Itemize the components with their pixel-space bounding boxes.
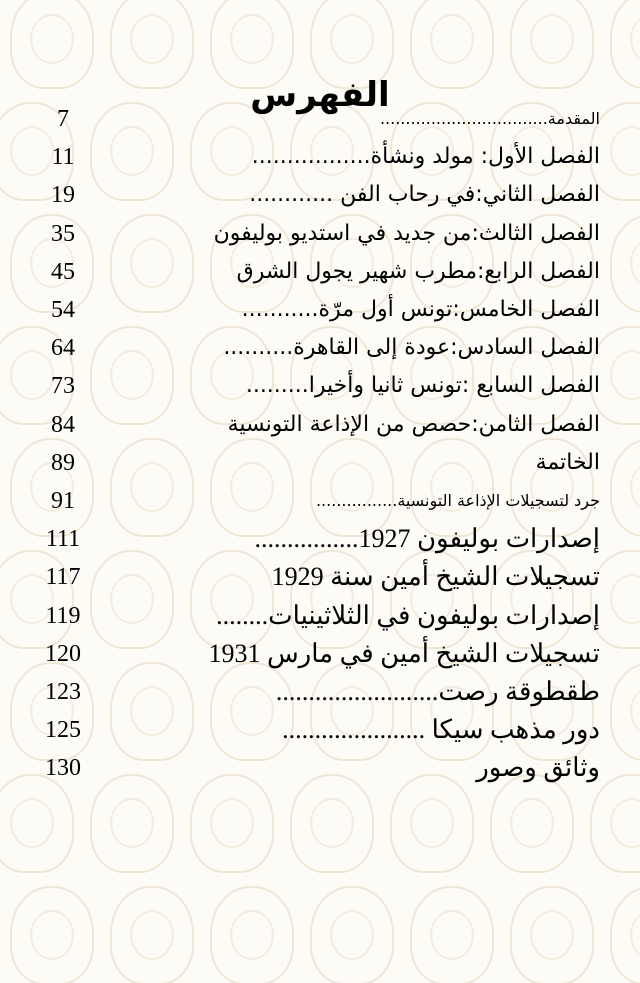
toc-row: [0, 177, 640, 213]
toc-entry-text: الفصل الرابع:مطرب شهير يجول الشرق: [236, 258, 600, 284]
toc-row: [0, 521, 640, 557]
toc-row: [0, 216, 640, 252]
watermark-tile: [310, 886, 394, 983]
watermark-tile: [610, 886, 640, 983]
toc-page-number: 120: [45, 640, 81, 667]
watermark-tile: [210, 886, 294, 983]
watermark-tile: [90, 774, 174, 873]
toc-row: [0, 407, 640, 443]
toc-page-number: 73: [51, 373, 75, 400]
toc-page-number: 125: [45, 717, 81, 744]
toc-page-number: 19: [51, 182, 75, 209]
toc-page-number: 130: [45, 755, 81, 782]
watermark-tile: [510, 886, 594, 983]
toc-row: [0, 636, 640, 672]
toc-entry-text: جرد لتسجيلات الإذاعة التونسية................: [315, 491, 600, 510]
toc-page-number: 54: [51, 297, 75, 323]
toc-row: [0, 559, 640, 595]
toc-row: [0, 712, 640, 748]
toc-row: [0, 598, 640, 634]
toc-page-number: 35: [51, 220, 75, 247]
toc-entry-text: الفصل الثالث:من جديد في استديو بوليفون: [213, 220, 600, 246]
watermark-tile: [590, 774, 640, 873]
toc-page-number: 11: [51, 144, 75, 171]
toc-row: [0, 445, 640, 481]
watermark-tile: [410, 886, 494, 983]
toc-row: [0, 292, 640, 328]
toc-entry-text: الفصل السادس:عودة إلى القاهرة..........: [223, 335, 600, 361]
toc-row: [0, 330, 640, 366]
toc-entry-text: تسجيلات الشيخ أمين سنة 1929: [271, 562, 600, 592]
toc-entry-text: الفصل الثامن:حصص من الإذاعة التونسية: [227, 411, 600, 437]
watermark-tile: [290, 774, 374, 873]
watermark-tile: [0, 774, 74, 873]
toc-page-number: 89: [51, 449, 75, 476]
toc-page-number: 117: [45, 564, 81, 591]
toc-entry-text: الخاتمة: [535, 449, 600, 475]
toc-row: [0, 368, 640, 404]
watermark-tile: [110, 886, 194, 983]
toc-entry-text: الفصل السابع :تونس ثانيا وأخيرا.........: [245, 373, 600, 399]
toc-page-number: 111: [45, 526, 81, 553]
toc-row: [0, 483, 640, 519]
toc-entry-text: وثائق وصور: [476, 753, 600, 783]
toc-row: [0, 254, 640, 290]
toc-page-number: 64: [51, 335, 75, 362]
toc-row: [0, 139, 640, 175]
toc-entry-text: إصدارات بوليفون 1927................: [254, 524, 600, 554]
page-title: الفهرس: [250, 74, 390, 115]
toc-page-number: 45: [51, 258, 75, 285]
toc-entry-text: الفصل الأول: مولد ونشأة.................: [251, 144, 600, 170]
toc-entry-text: الفصل الخامس:تونس أول مرّة...........: [241, 297, 600, 322]
watermark-tile: [190, 774, 274, 873]
watermark-tile: [10, 886, 94, 983]
toc-page-number: 84: [51, 411, 75, 438]
toc-entry-text: طقطوقة رصت.........................: [275, 677, 600, 706]
toc-row: [0, 101, 640, 137]
toc-page-number: 123: [45, 679, 81, 705]
watermark-tile: [490, 774, 574, 873]
toc-row: [0, 674, 640, 710]
toc-entry-text: تسجيلات الشيخ أمين في مارس 1931: [208, 638, 600, 668]
toc-entry-text: دور مذهب سيكا ......................: [282, 715, 600, 745]
watermark-tile: [390, 774, 474, 873]
toc-page-number: 91: [51, 488, 75, 514]
toc-entry-text: إصدارات بوليفون في الثلاثينيات........: [216, 600, 600, 630]
toc-entry-text: المقدمة.................................: [379, 109, 600, 128]
toc-row: [0, 750, 640, 786]
toc-entry-text: الفصل الثاني:في رحاب الفن ............: [249, 182, 600, 208]
toc-page-number: 7: [57, 106, 69, 132]
toc-page-number: 119: [45, 602, 81, 629]
